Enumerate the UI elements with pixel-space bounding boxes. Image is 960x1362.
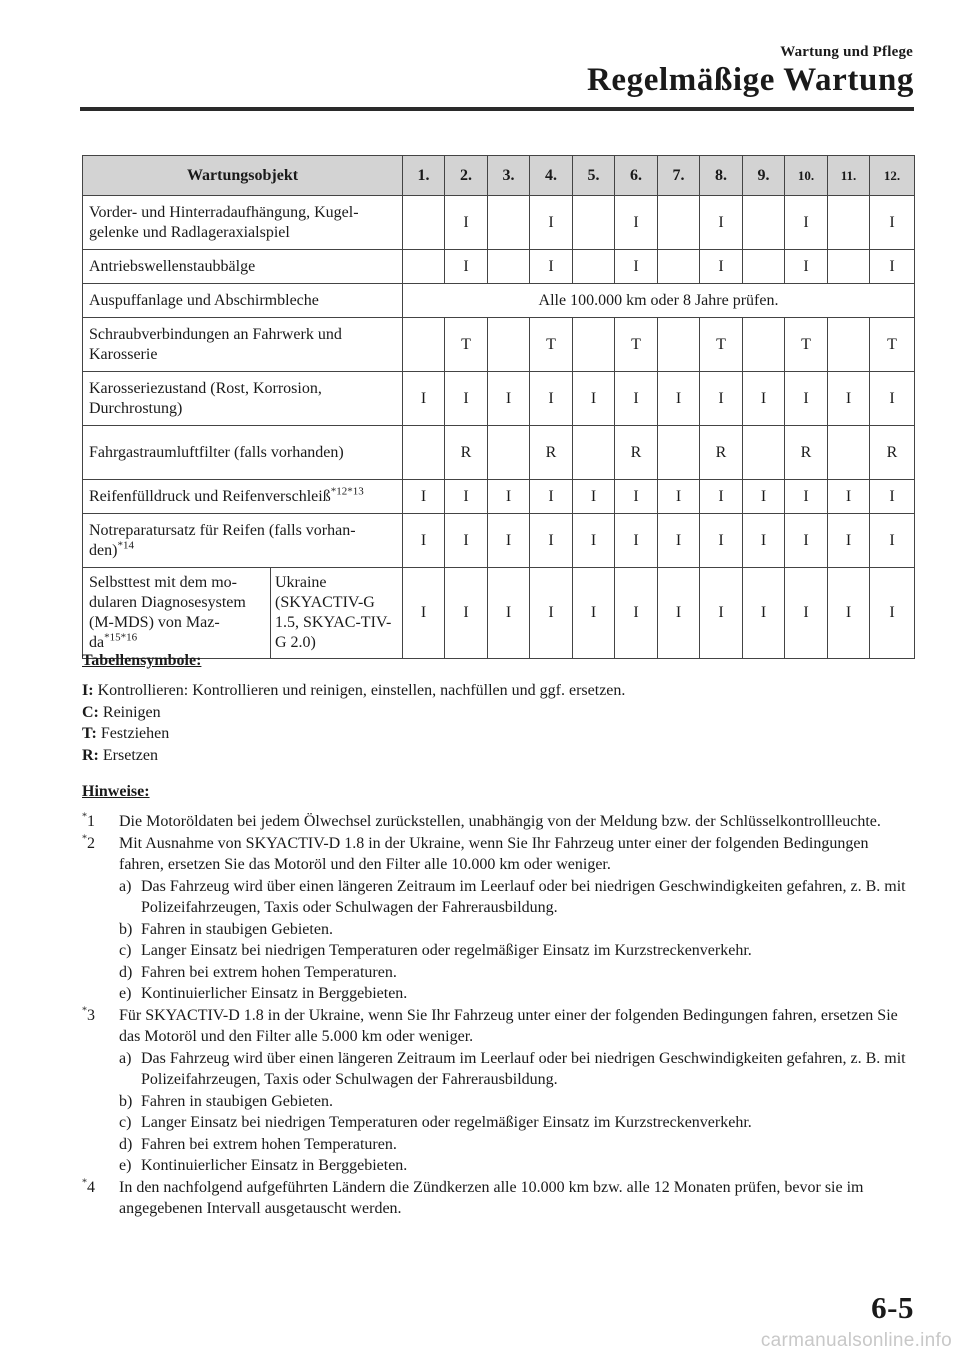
row-value: [658, 426, 700, 480]
row-value: I: [870, 372, 915, 426]
note-sub-text: Das Fahrzeug wird über einen längeren Zeitraum im Leerlauf oder bei niedrigen Geschwindigkeiten gefahren, z. B. mit Polizeifahrzeugen, Taxis oder Schulwagen der Fahrerausbildung.: [141, 877, 906, 916]
table-row: [83, 514, 915, 568]
row-value: I: [870, 196, 915, 250]
row-value: [743, 196, 785, 250]
header-interval: 6.: [615, 156, 658, 196]
row-value: R: [700, 426, 743, 480]
page-title: Regelmäßige Wartung: [586, 62, 914, 98]
row-label: [83, 568, 271, 659]
table-row: [83, 480, 915, 514]
row-value: I: [445, 196, 488, 250]
note-item: [82, 833, 916, 1005]
header-interval: 1.: [403, 156, 445, 196]
note-text: In den nachfolgend aufgeführten Ländern die Zündkerzen alle 10.000 km bzw. alle 12 Monaten prüfen, bevor sie im angegebenen Intervall ausgetauscht werden.: [119, 1178, 864, 1217]
table-row: [83, 426, 915, 480]
row-value: I: [403, 514, 445, 568]
row-label: [83, 514, 403, 568]
row-value: I: [785, 250, 828, 284]
symbol-key: I:: [82, 682, 94, 699]
note-sub-letter: a): [119, 1049, 132, 1067]
row-value: [743, 426, 785, 480]
row-value: I: [445, 514, 488, 568]
row-value: I: [785, 514, 828, 568]
row-value: T: [700, 318, 743, 372]
row-sub-label: Ukraine (SKYACTIV-G 1.5, SKYAC-TIV-G 2.0): [271, 568, 403, 659]
row-label: [83, 426, 403, 480]
row-value: I: [700, 196, 743, 250]
row-label: [83, 318, 403, 372]
note-sub-text: Kontinuierlicher Einsatz in Berggebieten.: [141, 1157, 408, 1174]
table-row: [83, 196, 915, 250]
row-value: I: [700, 250, 743, 284]
header-interval: 8.: [700, 156, 743, 196]
note-text: Mit Ausnahme von SKYACTIV-D 1.8 in der Ukraine, wenn Sie Ihr Fahrzeug unter einer der folgenden Bedingungen fahren, ersetzen Sie das Motoröl und den Filter alle 10.000 km oder weniger.: [119, 834, 869, 873]
row-value: T: [530, 318, 573, 372]
row-value: [658, 318, 700, 372]
note-sub-text: Das Fahrzeug wird über einen längeren Zeitraum im Leerlauf oder bei niedrigen Geschwindigkeiten gefahren, z. B. mit Polizeifahrzeugen, Taxis oder Schulwagen der Fahrerausbildung.: [141, 1049, 906, 1088]
note-sub-item: [119, 1134, 916, 1156]
note-text: Die Motoröldaten bei jedem Ölwechsel zurückstellen, unabhängig von der Meldung bzw. der Schlüsselkontrollleuchte.: [119, 813, 881, 830]
row-value: R: [785, 426, 828, 480]
row-value: I: [445, 568, 488, 659]
row-value: I: [615, 568, 658, 659]
row-value: [828, 250, 870, 284]
note-sub-item: [119, 940, 916, 962]
row-value: I: [615, 372, 658, 426]
row-value: [573, 426, 615, 480]
row-value: [658, 250, 700, 284]
note-sub-item: [119, 1048, 916, 1091]
note-sub-item: [119, 983, 916, 1005]
row-label-text: Selbsttest mit dem mo-dularen Diagnosesystem (M-MDS) von Maz-da: [89, 574, 246, 651]
note-num: 3: [87, 1006, 95, 1024]
row-label-text: Karosseriezustand (Rost, Korrosion, Durchrostung): [89, 379, 322, 417]
row-value: I: [488, 514, 530, 568]
row-value: I: [530, 480, 573, 514]
row-value: [403, 318, 445, 372]
row-value: [403, 426, 445, 480]
row-value: I: [658, 568, 700, 659]
row-value: [828, 196, 870, 250]
maintenance-table: [82, 155, 915, 659]
table-row: [83, 318, 915, 372]
row-value: [743, 250, 785, 284]
row-value: [743, 318, 785, 372]
note-sub-letter: b): [119, 920, 133, 938]
row-value: [488, 426, 530, 480]
row-value: I: [530, 196, 573, 250]
header-interval: 9.: [743, 156, 785, 196]
row-value: I: [488, 372, 530, 426]
row-value: I: [785, 372, 828, 426]
row-value: [573, 318, 615, 372]
row-value: I: [828, 372, 870, 426]
section-label: Wartung und Pflege: [780, 44, 913, 60]
row-value: I: [445, 250, 488, 284]
row-value: I: [445, 480, 488, 514]
note-sub-text: Kontinuierlicher Einsatz in Berggebieten.: [141, 985, 408, 1002]
row-label-text: Notreparatursatz für Reifen (falls vorhan-den): [89, 521, 356, 559]
row-value: I: [870, 480, 915, 514]
row-value: I: [700, 480, 743, 514]
row-value: [828, 426, 870, 480]
symbol-key: C:: [82, 703, 99, 721]
note-num: 1: [87, 813, 95, 830]
row-value: R: [615, 426, 658, 480]
row-value: I: [530, 514, 573, 568]
row-value: [488, 250, 530, 284]
row-value: I: [743, 372, 785, 426]
row-value: I: [870, 568, 915, 659]
row-value: I: [870, 514, 915, 568]
row-value: I: [488, 480, 530, 514]
note-sub-letter: c): [119, 942, 132, 959]
row-value: R: [445, 426, 488, 480]
table-row: [83, 568, 915, 659]
header-interval: 12.: [870, 156, 915, 196]
row-value: I: [573, 568, 615, 659]
symbol-item: [82, 723, 916, 745]
row-value: I: [573, 372, 615, 426]
table-row: [83, 284, 915, 318]
notes-heading: Hinweise:: [82, 783, 150, 800]
row-value: [658, 196, 700, 250]
row-value: I: [828, 568, 870, 659]
row-value: I: [828, 514, 870, 568]
row-value: I: [615, 250, 658, 284]
row-value: T: [615, 318, 658, 372]
note-sub-letter: a): [119, 877, 132, 895]
note-number: [82, 1177, 95, 1199]
row-label: [83, 284, 403, 318]
row-value: I: [573, 514, 615, 568]
note-item: [82, 1177, 916, 1220]
row-value: [403, 250, 445, 284]
watermark: carmanualsonline.info: [760, 1330, 952, 1351]
note-sub-letter: b): [119, 1092, 133, 1110]
note-sub-item: [119, 876, 916, 919]
symbol-item: [82, 702, 916, 724]
row-value: T: [785, 318, 828, 372]
note-sub-letter: d): [119, 963, 133, 981]
note-number: [82, 1005, 95, 1027]
row-value: I: [743, 480, 785, 514]
note-number: [82, 833, 95, 855]
table-header: [83, 156, 915, 196]
row-value: I: [870, 250, 915, 284]
note-sub-letter: e): [119, 1157, 132, 1174]
note-sub-item: [119, 1112, 916, 1134]
symbol-key: R:: [82, 746, 99, 764]
row-value: T: [870, 318, 915, 372]
symbols-section: [82, 652, 916, 766]
row-value: [403, 196, 445, 250]
notes-list: [82, 811, 916, 1220]
note-sub-text: Fahren in staubigen Gebieten.: [141, 920, 333, 938]
header-interval: 3.: [488, 156, 530, 196]
header-interval: 2.: [445, 156, 488, 196]
row-footnote-ref: *14: [117, 539, 134, 552]
header-interval: 4.: [530, 156, 573, 196]
note-mark: *: [82, 1005, 87, 1017]
note-sub-item: [119, 1091, 916, 1113]
row-value: I: [403, 480, 445, 514]
page-number: 6-5: [871, 1290, 914, 1325]
note-mark: *: [82, 811, 87, 823]
notes-section: [82, 783, 916, 1220]
row-value: I: [785, 480, 828, 514]
row-value: I: [658, 514, 700, 568]
symbol-item: [82, 745, 916, 767]
row-label-text: Schraubverbindungen an Fahrwerk und Karosserie: [89, 325, 342, 363]
row-value: R: [870, 426, 915, 480]
symbol-key: T:: [82, 725, 97, 742]
note-sub-letter: d): [119, 1135, 133, 1153]
row-label: [83, 196, 403, 250]
row-value: I: [530, 568, 573, 659]
note-sub-text: Langer Einsatz bei niedrigen Temperaturen oder regelmäßiger Einsatz im Kurzstreckenverkehr.: [141, 942, 752, 959]
row-label: [83, 250, 403, 284]
row-value: I: [700, 372, 743, 426]
table-body: [83, 196, 915, 659]
row-label-text: Reifenfülldruck und Reifenverschleiß: [89, 487, 331, 505]
symbols-list: [82, 680, 916, 766]
note-item: [82, 1005, 916, 1177]
row-value: I: [615, 196, 658, 250]
row-span-note: Alle 100.000 km oder 8 Jahre prüfen.: [403, 284, 915, 318]
note-num: 2: [87, 834, 95, 852]
row-value: I: [488, 568, 530, 659]
row-label: [83, 372, 403, 426]
row-value: I: [743, 514, 785, 568]
row-value: I: [403, 372, 445, 426]
row-value: I: [658, 372, 700, 426]
symbol-text: Festziehen: [100, 725, 170, 742]
note-sub-letter: c): [119, 1114, 132, 1131]
header-interval: 11.: [828, 156, 870, 196]
header-interval: 10.: [785, 156, 828, 196]
table-row: [83, 372, 915, 426]
note-item: [82, 811, 916, 833]
row-value: I: [573, 480, 615, 514]
note-mark: *: [82, 833, 87, 845]
row-value: I: [658, 480, 700, 514]
row-value: [573, 250, 615, 284]
row-label-text: Auspuffanlage und Abschirmbleche: [89, 291, 319, 309]
note-sub-item: [119, 919, 916, 941]
row-value: I: [743, 568, 785, 659]
row-label: [83, 480, 403, 514]
note-sub-item: [119, 1155, 916, 1177]
table-header-row: [83, 156, 915, 196]
row-value: I: [700, 514, 743, 568]
row-footnote-ref: *15*16: [104, 631, 138, 644]
symbol-text: Ersetzen: [102, 746, 158, 764]
row-value: I: [785, 568, 828, 659]
row-label-text: Antriebswellenstaubbälge: [89, 257, 256, 275]
row-value: I: [403, 568, 445, 659]
header-rule: [80, 107, 914, 111]
symbol-text: Kontrollieren: Kontrollieren und reinigen, einstellen, nachfüllen und ggf. ersetzen.: [97, 682, 626, 699]
note-sub-letter: e): [119, 985, 132, 1002]
row-value: I: [785, 196, 828, 250]
row-value: T: [445, 318, 488, 372]
note-sub-text: Fahren in staubigen Gebieten.: [141, 1092, 333, 1110]
row-value: I: [700, 568, 743, 659]
row-value: I: [530, 372, 573, 426]
row-label-text: Vorder- und Hinterradaufhängung, Kugel-gelenke und Radlageraxialspiel: [89, 203, 359, 241]
note-text: Für SKYACTIV-D 1.8 in der Ukraine, wenn Sie Ihr Fahrzeug unter einer der folgenden Bedingungen fahren, ersetzen Sie das Motoröl und den Filter alle 5.000 km oder weniger.: [119, 1006, 898, 1045]
note-sub-text: Fahren bei extrem hohen Temperaturen.: [141, 963, 397, 981]
row-value: I: [828, 480, 870, 514]
row-value: [488, 318, 530, 372]
row-value: I: [615, 514, 658, 568]
note-num: 4: [87, 1178, 95, 1196]
row-value: I: [445, 372, 488, 426]
row-label-text: Fahrgastraumluftfilter (falls vorhanden): [89, 443, 344, 461]
row-value: I: [615, 480, 658, 514]
header-interval: 7.: [658, 156, 700, 196]
note-number: [82, 811, 95, 833]
row-value: I: [530, 250, 573, 284]
row-value: [488, 196, 530, 250]
row-value: R: [530, 426, 573, 480]
row-footnote-ref: *12*13: [330, 485, 364, 498]
symbol-item: [82, 680, 916, 702]
note-mark: *: [82, 1177, 87, 1189]
row-value: [828, 318, 870, 372]
note-sub-text: Langer Einsatz bei niedrigen Temperaturen oder regelmäßiger Einsatz im Kurzstreckenverkehr.: [141, 1114, 752, 1131]
symbol-text: Reinigen: [102, 703, 161, 721]
row-value: [573, 196, 615, 250]
header-interval: 5.: [573, 156, 615, 196]
table-row: [83, 250, 915, 284]
note-sub-text: Fahren bei extrem hohen Temperaturen.: [141, 1135, 397, 1153]
header-item-label: Wartungsobjekt: [83, 156, 403, 196]
note-sub-item: [119, 962, 916, 984]
symbols-heading: Tabellensymbole:: [82, 652, 202, 669]
